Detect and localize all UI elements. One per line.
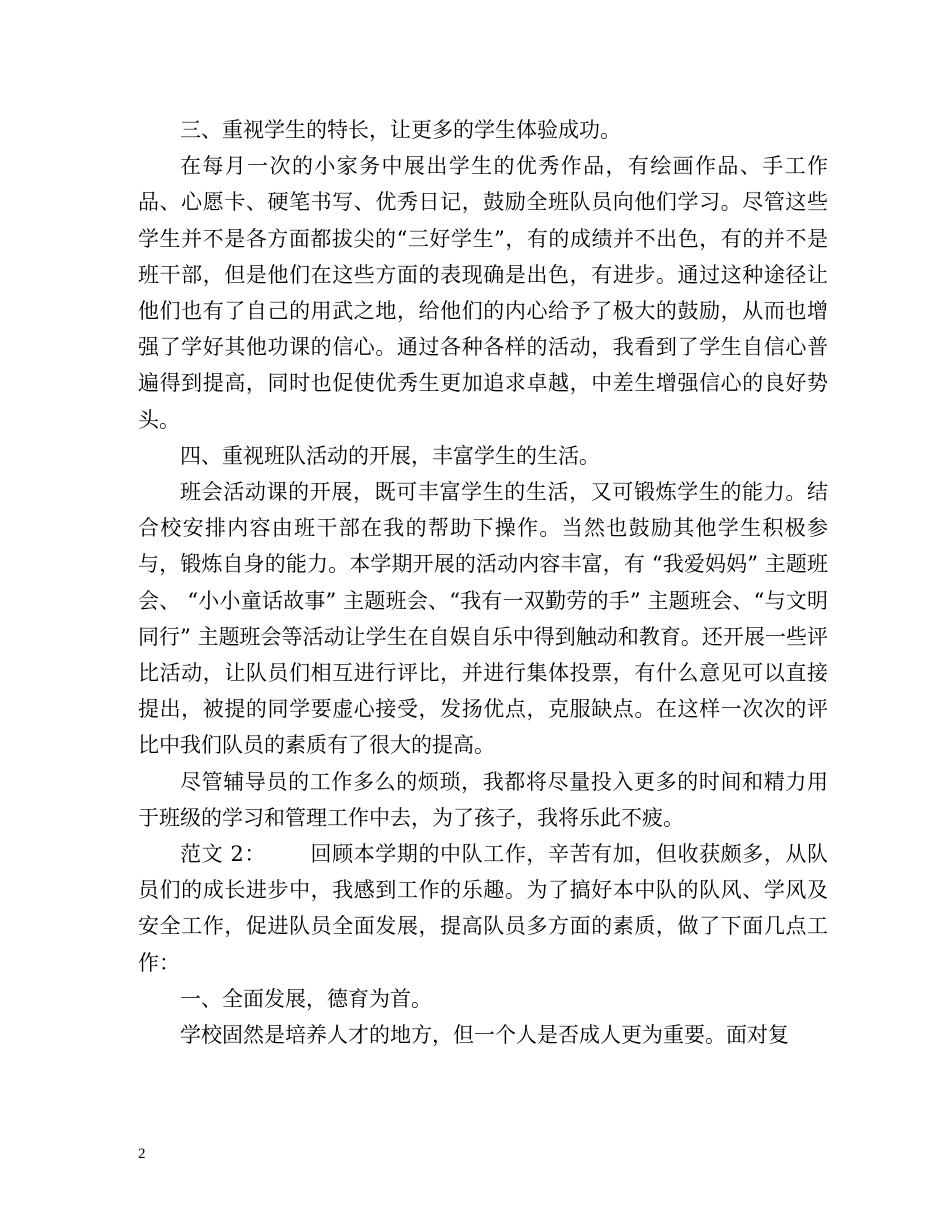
- body-paragraph: 班会活动课的开展，既可丰富学生的生活，又可锻炼学生的能力。结合校安排内容由班干部在我的帮助下操作。当然也鼓励其他学生积极参与，锻炼自身的能力。本学期开展的活动内容丰富，有 “我爱妈妈” 主题班会、 “小小童话故事” 主题班会、“我有一双勤劳的手” 主题班会、“与文明同行” 主题班会等活动让学生在自娱自乐中得到触动和教育。还开展一些评比活动，让队员们相互进行评比，并进行集体投票，有什么意见可以直接提出，被提的同学要虚心接受，发扬优点，克服缺点。在这样一次次的评比中我们队员的素质有了很大的提高。: [138, 480, 828, 758]
- body-paragraph: 在每月一次的小家务中展出学生的优秀作品，有绘画作品、手工作品、心愿卡、硬笔书写、优秀日记，鼓励全班队员向他们学习。尽管这些学生并不是各方面都拔尖的“三好学生”，有的成绩并不出色，有的并不是班干部，但是他们在这些方面的表现确是出色，有进步。通过这种途径让他们也有了自己的用武之地，给他们的内心给予了极大的鼓励，从而也增强了学好其他功课的信心。通过各种各样的活动，我看到了学生自信心普遍得到提高，同时也促使优秀生更加追求卓越，中差生增强信心的良好势头。: [138, 154, 828, 432]
- sample-2-text: 回顾本学期的中队工作，辛苦有加，但收获颇多，从队员们的成长进步中，我感到工作的乐趣。为了搞好本中队的队风、学风及安全工作，促进队员全面发展，提高队员多方面的素质，做了下面几点工作：: [138, 842, 828, 975]
- section-heading-3: 三、重视学生的特长，让更多的学生体验成功。: [180, 118, 621, 142]
- document-body: [138, 112, 828, 1053]
- section-heading-1: 一、全面发展，德育为首。: [180, 986, 432, 1011]
- body-paragraph: 学校固然是培养人才的地方，但一个人是否成人更为重要。面对复: [180, 1023, 789, 1048]
- section-heading-4: 四、重视班队活动的开展，丰富学生的生活。: [180, 443, 600, 468]
- sample-2-paragraph: [138, 836, 828, 981]
- page-number: 2: [138, 1146, 146, 1162]
- body-paragraph: 尽管辅导员的工作多么的烦琐，我都将尽量投入更多的时间和精力用于班级的学习和管理工作中去，为了孩子，我将乐此不疲。: [138, 769, 828, 830]
- sample-2-label: 范文 2：: [180, 842, 266, 867]
